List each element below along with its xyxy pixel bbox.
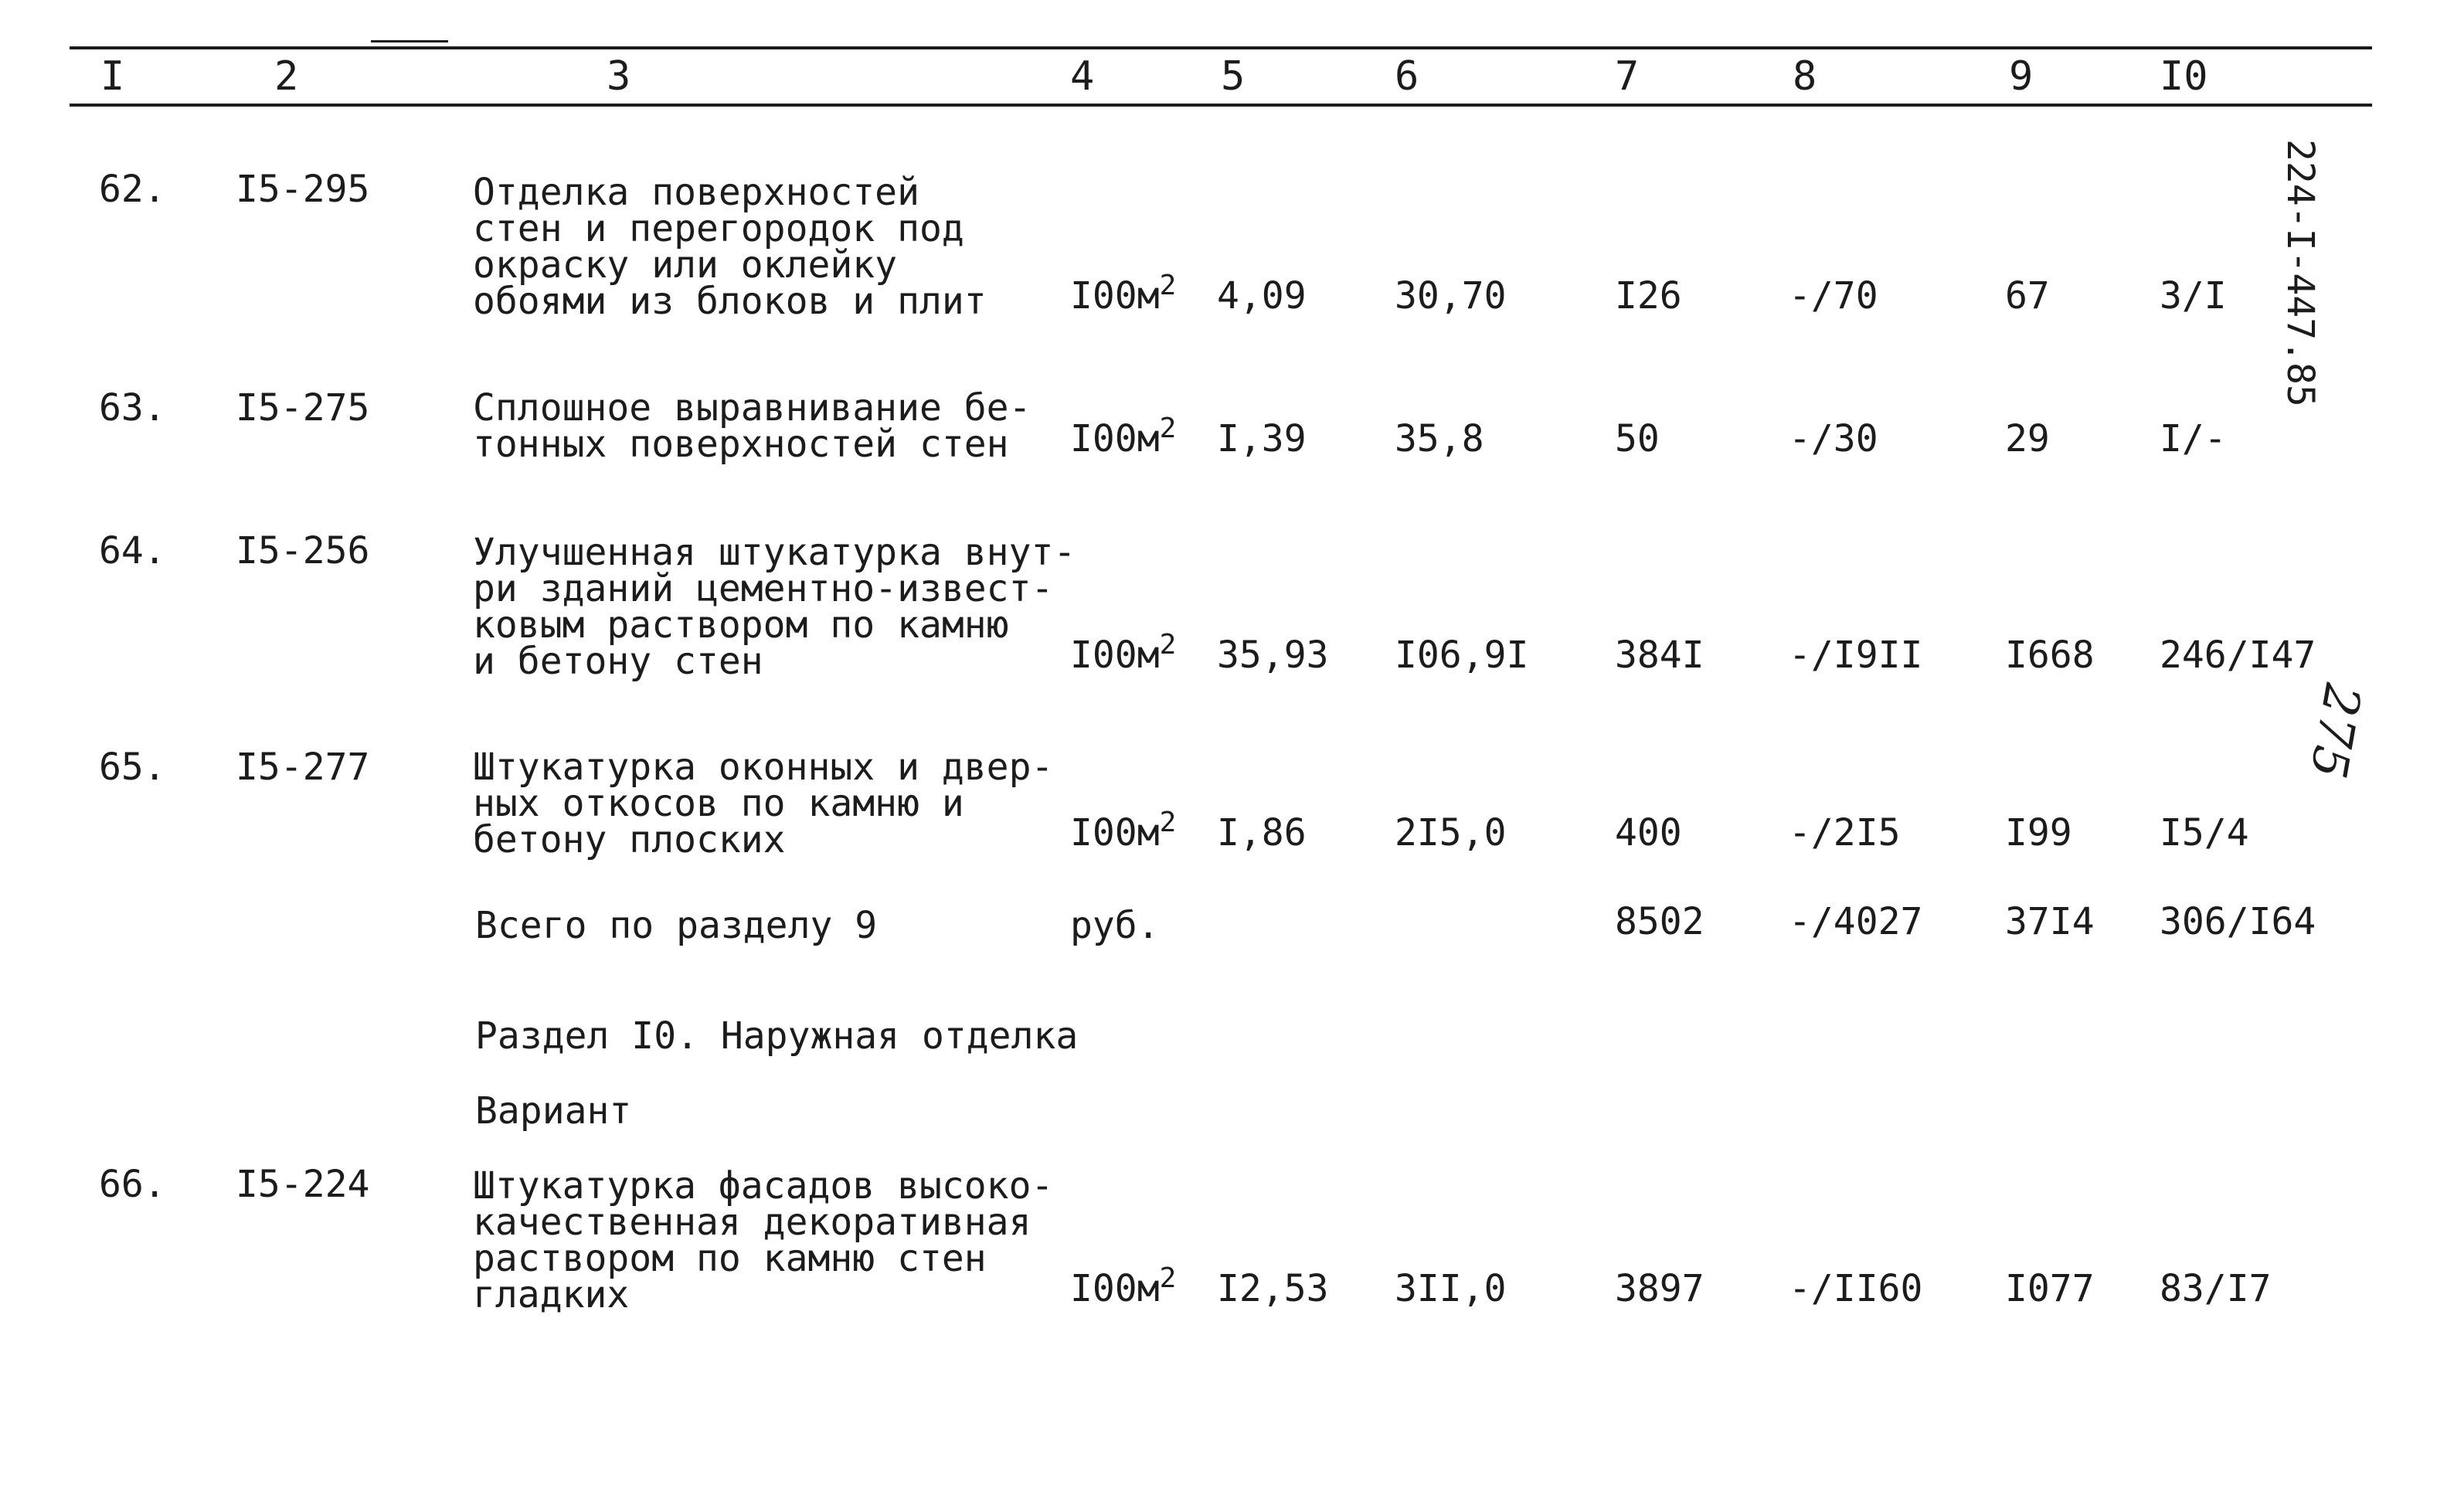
- cell-col9: 67: [2005, 274, 2050, 318]
- row-unit: $I00м^2$: [1070, 629, 1177, 677]
- row-description: Штукатурка оконных и двер- ных откосов по камню и бетону плоских: [473, 746, 1054, 861]
- cell-col7: 3897: [1615, 1267, 1704, 1310]
- cell-col8: -/70: [1789, 274, 1878, 318]
- section-title: Раздел I0. Наружная отделка: [475, 1014, 1079, 1058]
- header-bottom-rule: [70, 104, 2372, 107]
- row-number: 64.: [99, 529, 166, 572]
- cell-col8: -/II60: [1789, 1267, 1923, 1310]
- column-header: 4: [1070, 53, 1095, 100]
- row-code: I5-224: [236, 1163, 370, 1206]
- cell-col7: 400: [1615, 811, 1682, 854]
- cell-col9: I99: [2005, 811, 2072, 854]
- row-unit: $I00м^2$: [1070, 413, 1177, 460]
- column-header: 3: [607, 53, 631, 100]
- column-header: 8: [1793, 53, 1817, 100]
- header-top-rule-fragment: [371, 40, 448, 42]
- cell-col5: 35,93: [1217, 634, 1329, 677]
- cell-col5: I,39: [1217, 417, 1307, 460]
- cell-col7: I26: [1615, 274, 1682, 318]
- cell-col6: 3II,0: [1395, 1267, 1507, 1310]
- column-header: 7: [1615, 53, 1640, 100]
- total-label: Всего по разделу 9: [475, 904, 878, 947]
- cell-col5: 4,09: [1217, 274, 1307, 318]
- row-code: I5-256: [236, 529, 370, 572]
- row-description: Улучшенная штукатурка внут- ри зданий цементно-извест- ковым раствором по камню и бетону стен: [473, 531, 1076, 683]
- row-code: I5-275: [236, 386, 370, 430]
- variant-label: Вариант: [475, 1089, 632, 1133]
- row-number: 63.: [99, 386, 166, 430]
- cell-col9: I077: [2005, 1267, 2095, 1310]
- row-number: 66.: [99, 1163, 166, 1206]
- total-unit: руб.: [1070, 904, 1160, 947]
- cell-col7: 50: [1615, 417, 1660, 460]
- header-top-rule: [70, 46, 2372, 49]
- cell-col8: -/30: [1789, 417, 1878, 460]
- total-col7: 8502: [1615, 900, 1704, 943]
- cell-col9: 29: [2005, 417, 2050, 460]
- column-header: I0: [2160, 53, 2208, 100]
- cell-col6: 30,70: [1395, 274, 1507, 318]
- column-header: 5: [1221, 53, 1246, 100]
- column-header: I: [100, 53, 125, 100]
- row-code: I5-295: [236, 168, 370, 211]
- cell-col10: I5/4: [2160, 811, 2249, 854]
- row-code: I5-277: [236, 746, 370, 789]
- cell-col7: 384I: [1615, 634, 1704, 677]
- page-number: 275: [2298, 679, 2371, 783]
- cell-col8: -/2I5: [1789, 811, 1901, 854]
- cell-col5: I,86: [1217, 811, 1307, 854]
- cell-col8: -/I9II: [1789, 634, 1923, 677]
- row-description: Сплошное выравнивание бе- тонных поверхностей стен: [473, 386, 1031, 466]
- document-reference-code: 224-I-447.85: [2279, 139, 2322, 407]
- column-header: 9: [2009, 53, 2034, 100]
- cell-col10: 3/I: [2160, 274, 2227, 318]
- cell-col5: I2,53: [1217, 1267, 1329, 1310]
- cell-col10: 246/I47: [2160, 634, 2316, 677]
- row-number: 65.: [99, 746, 166, 789]
- cell-col10: I/-: [2160, 417, 2227, 460]
- cell-col9: I668: [2005, 634, 2095, 677]
- column-header: 2: [274, 53, 299, 100]
- cell-col10: 83/I7: [2160, 1267, 2272, 1310]
- total-col9: 37I4: [2005, 900, 2095, 943]
- cell-col6: 35,8: [1395, 417, 1484, 460]
- row-unit: $I00м^2$: [1070, 1262, 1177, 1310]
- row-unit: $I00м^2$: [1070, 270, 1177, 318]
- cell-col6: I06,9I: [1395, 634, 1529, 677]
- total-col8: -/4027: [1789, 900, 1923, 943]
- row-number: 62.: [99, 168, 166, 211]
- row-description: Штукатурка фасадов высоко- качественная декоративная раствором по камню стен гладких: [473, 1164, 1054, 1316]
- row-description: Отделка поверхностей стен и перегородок под окраску или оклейку обоями из блоков и плит: [473, 171, 987, 323]
- column-header: 6: [1395, 53, 1419, 100]
- row-unit: $I00м^2$: [1070, 807, 1177, 854]
- cell-col6: 2I5,0: [1395, 811, 1507, 854]
- total-col10: 306/I64: [2160, 900, 2316, 943]
